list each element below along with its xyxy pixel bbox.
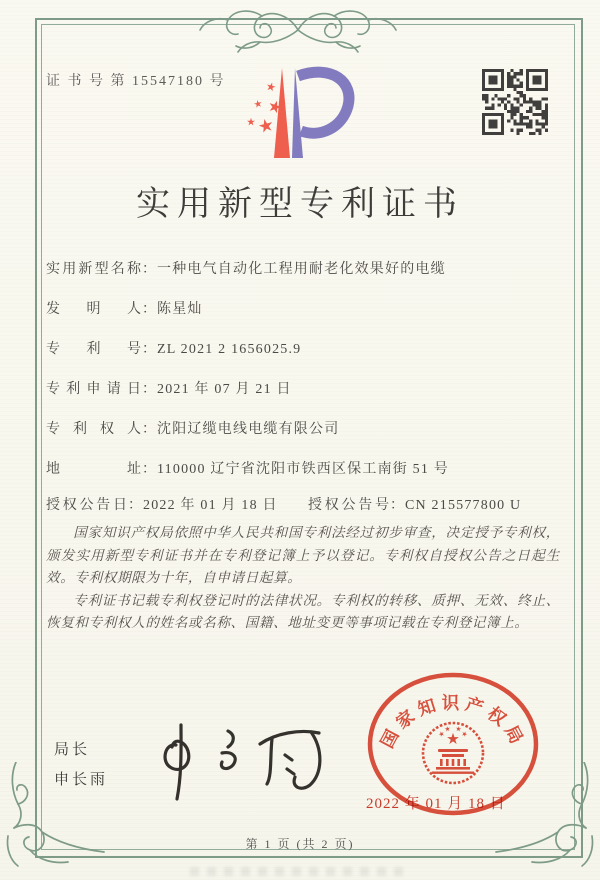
field-row-filing-date [46,378,562,418]
seal-date: 2022 年 01 月 18 日 [366,796,506,812]
field-value: 2021 年 07 月 21 日 [157,382,292,397]
legal-paragraph-1: 国家知识产权局依照中华人民共和国专利法经过初步审查，决定授予专利权，颁发实用新型专利证书并在专利登记簿上予以登记。专利权自授权公告之日起生效。专利权期限为十年，自申请日起算。 [46,525,560,585]
field-colon: ： [142,462,157,477]
field-value: 110000 辽宁省沈阳市铁西区保工南街 51 号 [157,462,449,477]
field-row-inventor [46,298,562,338]
field-label: 专 利 权 人 [46,422,142,437]
field-value: ZL 2021 2 1656025.9 [157,342,302,357]
field-label: 地 址 [46,462,142,477]
legal-text [46,522,560,635]
page-footer: 第 1 页 (共 2 页) [245,837,355,851]
field-colon: ： [128,498,143,513]
director-name: 申长雨 [54,771,109,788]
national-emblem-icon [423,723,483,783]
field-colon: ： [142,382,157,397]
field-value: 沈阳辽缆电线电缆有限公司 [157,422,340,437]
grant-date-pair [46,498,278,513]
qr-code [482,66,548,138]
grant-no-value: CN 215577800 U [405,498,522,513]
grant-row [46,494,562,514]
field-list [46,258,562,498]
cnipa-logo-icon [238,62,360,164]
field-row-address [46,458,562,498]
field-label: 发 明 人 [46,302,142,317]
field-value: 一种电气自动化工程用耐老化效果好的电缆 [157,262,446,277]
director-title: 局长 [54,741,91,758]
field-row-patent-no [46,338,562,378]
director-signature-icon [148,716,348,808]
field-label: 专 利 号 [46,342,142,357]
field-colon: ： [390,498,405,513]
field-value: 陈星灿 [157,302,203,317]
field-colon: ： [142,342,157,357]
field-colon: ： [142,302,157,317]
director-block [54,735,108,795]
grant-date-label: 授权公告日 [46,498,128,513]
field-colon: ： [142,262,157,277]
seal-arc-text: 国家知识产权局 [376,692,530,752]
grant-no-pair [308,494,521,514]
certificate-number: 证 书 号 第 15547180 号 [46,74,226,89]
field-colon: ： [142,422,157,437]
certificate-title: 实用新型专利证书 [136,186,464,223]
grant-date-value: 2022 年 01 月 18 日 [143,498,278,513]
field-label: 实用新型名称 [46,262,142,277]
legal-paragraph-2: 专利证书记载专利权登记时的法律状况。专利权的转移、质押、无效、终止、恢复和专利权人的姓名或名称、国籍、地址变更等事项记载在专利登记簿上。 [46,592,560,630]
page-bleed-through [190,867,410,876]
grant-no-label: 授权公告号 [308,498,390,513]
field-label: 专利申请日 [46,382,142,397]
field-row-name [46,258,562,298]
field-row-patentee [46,418,562,458]
